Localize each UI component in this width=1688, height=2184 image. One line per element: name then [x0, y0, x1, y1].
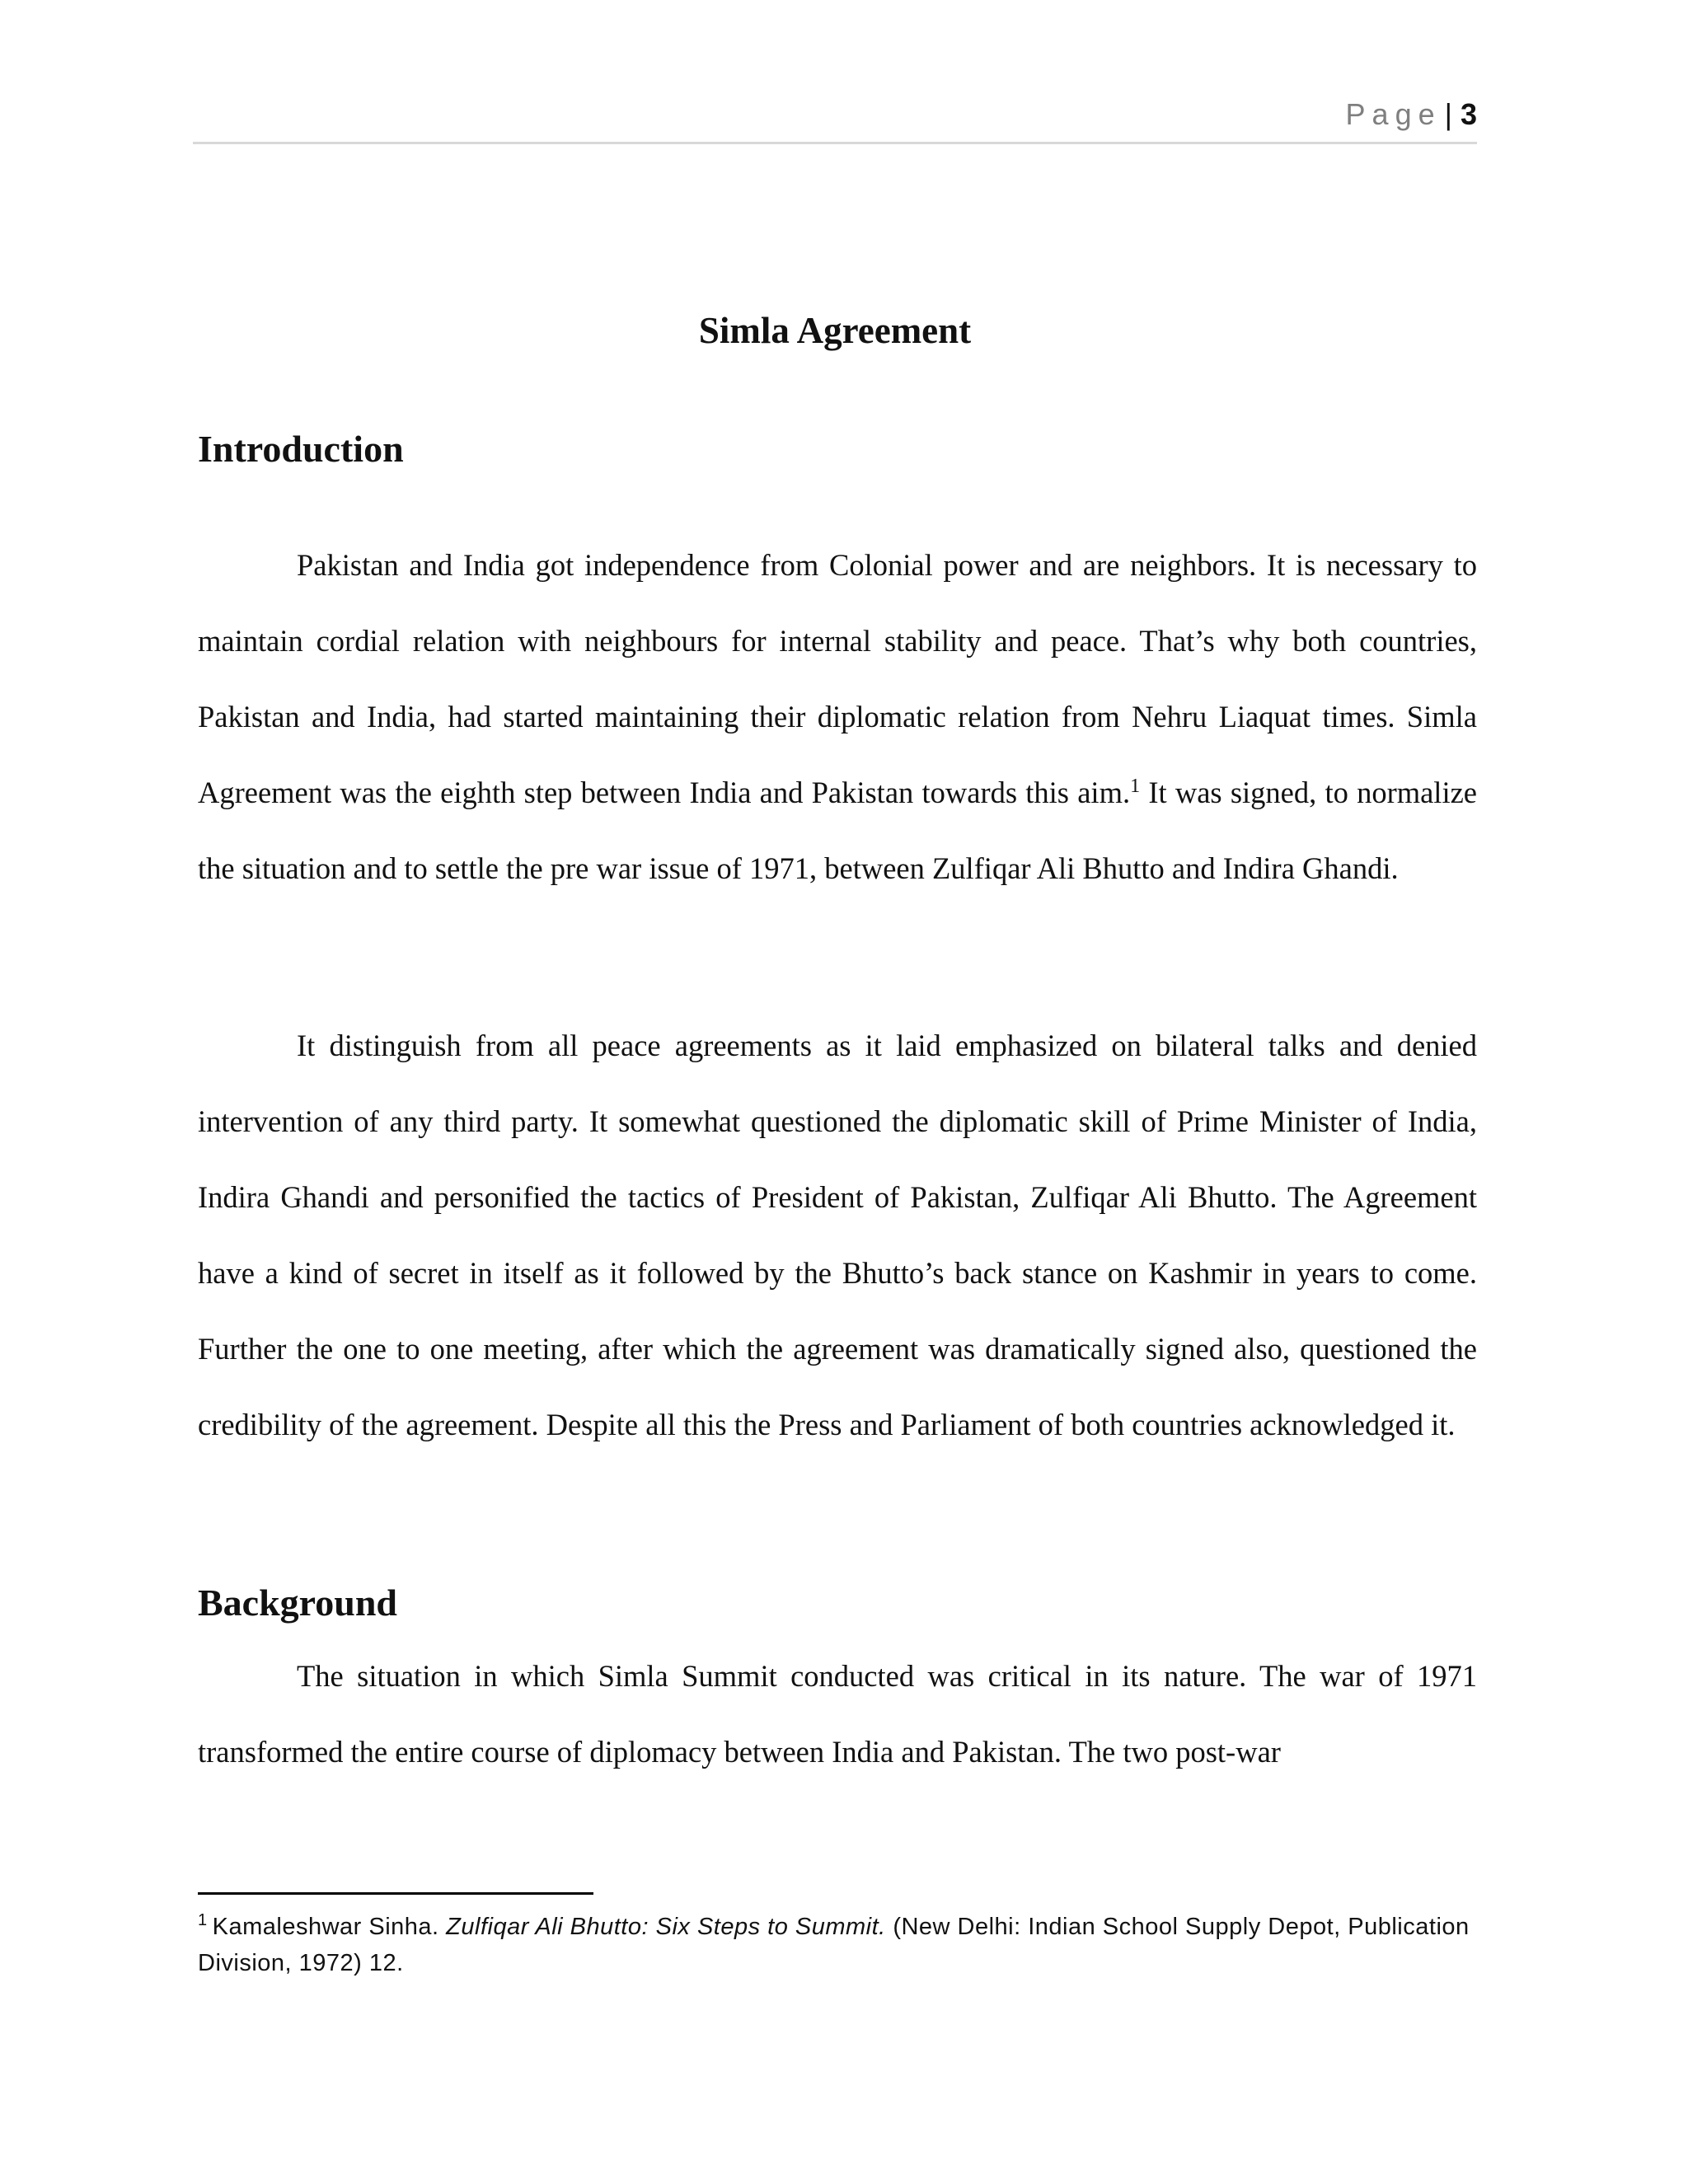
footnote-reference[interactable]: 1	[1130, 775, 1141, 797]
section-heading-background: Background	[198, 1582, 398, 1624]
paragraph-text: Pakistan and India got independence from Colonial power and are neighbors. It is necessary to maintain cordial relation with neighbours for internal stability and peace. That’s why both countries, Pakistan and India, had started maintaining their diplomatic relation from Nehru Liaquat times. Simla Agreement was the eighth step between India and Pakistan towards this aim.	[198, 548, 1477, 809]
footnote-divider	[198, 1892, 593, 1895]
page-number-label	[1346, 97, 1477, 132]
footnote-author: Kamaleshwar Sinha.	[212, 1914, 439, 1940]
footnote-marker: 1	[198, 1911, 208, 1930]
paragraph: It distinguish from all peace agreements as it laid emphasized on bilateral talks and denied intervention of any third party. It somewhat questioned the diplomatic skill of Prime Minister of India, Indira Ghandi and personified the tactics of President of Pakistan, Zulfiqar Ali Bhutto. The Agreement have a kind of secret in itself as it followed by the Bhutto’s back stance on Kashmir in years to come. Further the one to one meeting, after which the agreement was dramatically signed also, questioned the credibility of the agreement. Despite all this the Press and Parliament of both countries acknowledged it.	[198, 1029, 1477, 1441]
page-header	[193, 92, 1477, 144]
paragraph: The situation in which Simla Summit conducted was critical in its nature. The war of 1971 transformed the entire course of diplomacy between India and Pakistan. The two post-war	[198, 1659, 1477, 1769]
paragraph-text: It was signed, to normalize the situation and to settle the pre war issue of 1971, between Zulfiqar Ali Bhutto and Indira Ghandi.	[198, 776, 1477, 885]
footnote-publication: (New Delhi: Indian School Supply Depot, Publication Division, 1972) 12.	[198, 1914, 1470, 1976]
page-number: 3	[1460, 97, 1477, 131]
page-word: Page	[1345, 97, 1442, 131]
paragraph	[198, 527, 1477, 907]
footnote	[198, 1909, 1477, 1981]
footnote-title: Zulfiqar Ali Bhutto: Six Steps to Summit.	[446, 1914, 886, 1940]
document-title: Simla Agreement	[698, 310, 972, 351]
section-heading-introduction: Introduction	[198, 428, 404, 470]
page-separator: |	[1444, 97, 1452, 131]
